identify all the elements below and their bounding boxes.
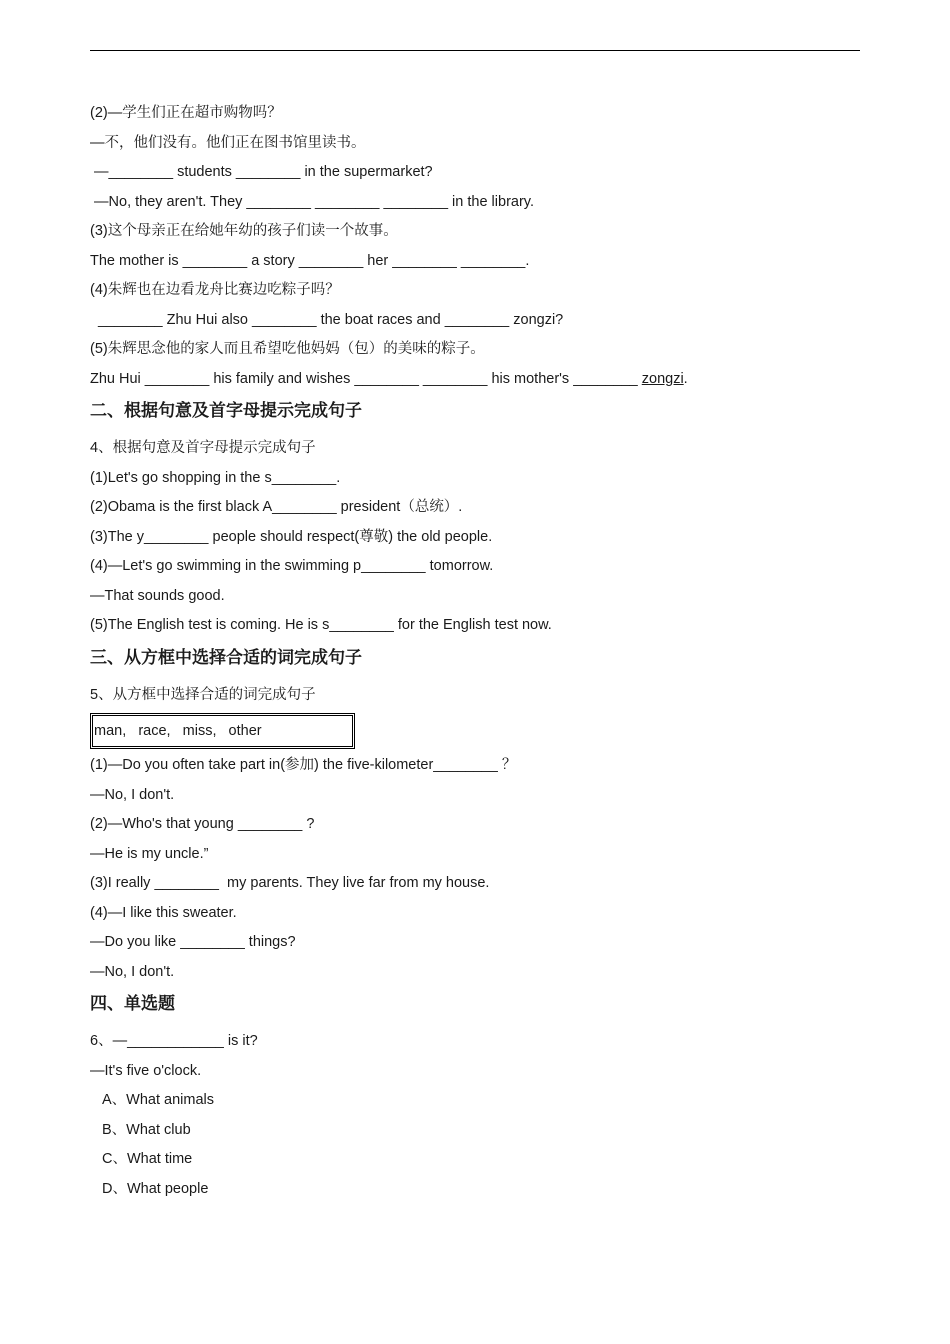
line-suffix: . (683, 370, 688, 387)
header-rule (90, 50, 860, 51)
question-text: 6、—____________ is it? (90, 1033, 258, 1049)
section-heading-text: 二、根据句意及首字母提示完成句子 (90, 401, 362, 421)
section3-block (90, 681, 860, 988)
section-heading (90, 987, 860, 1027)
text-line: (3)这个母亲正在给她年幼的孩子们读一个故事。 (90, 223, 398, 239)
section4-block (90, 1027, 860, 1204)
text-line: (5)朱辉思念他的家人而且希望吃他妈妈（包）的美味的粽子。 (90, 341, 485, 357)
text-line: —That sounds good. (90, 587, 225, 604)
word-box: man, race, miss, other (90, 713, 355, 749)
option-a: A、What animals (102, 1092, 215, 1108)
section-heading-text: 三、从方框中选择合适的词完成句子 (90, 647, 362, 668)
text-line: (2)—学生们正在超市购物吗？ (90, 105, 282, 121)
text-line: —不，他们没有。他们正在图书馆里读书。 (90, 134, 366, 151)
text-line: —________ students ________ in the supermarket? (90, 164, 433, 180)
option-b: B、What club (102, 1121, 191, 1138)
option-c: C、What time (102, 1151, 193, 1167)
text-line: (2)—Who's that young ________ ? (90, 816, 315, 832)
text-line: (1)Let's go shopping in the s________. (90, 469, 341, 486)
text-line: —Do you like ________ things? (90, 934, 296, 950)
option-d: D、What people (102, 1180, 209, 1197)
text-line: —No, I don't. (90, 963, 175, 980)
text-line: (1)—Do you often take part in(参加) the five-kilometer________ ？ (90, 757, 517, 773)
underlined-word: zongzi (641, 370, 684, 387)
text-line: (4)—Let's go swimming in the swimming p________ tomorrow. (90, 558, 494, 574)
text-line: The mother is ________ a story ________ her ________ ________. (90, 252, 530, 269)
text-line: —No, I don't. (90, 786, 175, 803)
text-line: (5)The English test is coming. He is s________ for the English test now. (90, 617, 552, 633)
section-heading (90, 394, 860, 434)
section2-block (90, 434, 860, 641)
section1-block (90, 99, 860, 394)
text-line: (4)朱辉也在边看龙舟比赛边吃粽子吗？ (90, 282, 340, 298)
section-heading (90, 641, 860, 681)
text-line: (3)The y________ people should respect(尊敬) the old people. (90, 528, 493, 545)
text-line: —He is my uncle.” (90, 845, 209, 862)
text-line: (3)I really ________ my parents. They live far from my house. (90, 875, 490, 891)
text-line (90, 365, 860, 395)
text-line: 5、从方框中选择合适的词完成句子 (90, 686, 316, 703)
text-line: ________ Zhu Hui also ________ the boat races and ________ zongzi? (90, 311, 564, 328)
text-line: —It's five o'clock. (90, 1062, 202, 1079)
line-prefix: Zhu Hui ________ his family and wishes ________ ________ his mother's ________ (90, 370, 642, 387)
text-line: (2)Obama is the first black A________ president（总统）. (90, 499, 463, 515)
worksheet-page (90, 99, 860, 1204)
section-heading-text: 四、单选题 (90, 994, 175, 1014)
text-line: —No, they aren't. They ________ ________ ________ in the library. (90, 193, 534, 210)
text-line: (4)—I like this sweater. (90, 904, 237, 921)
text-line: 4、根据句意及首字母提示完成句子 (90, 440, 316, 456)
